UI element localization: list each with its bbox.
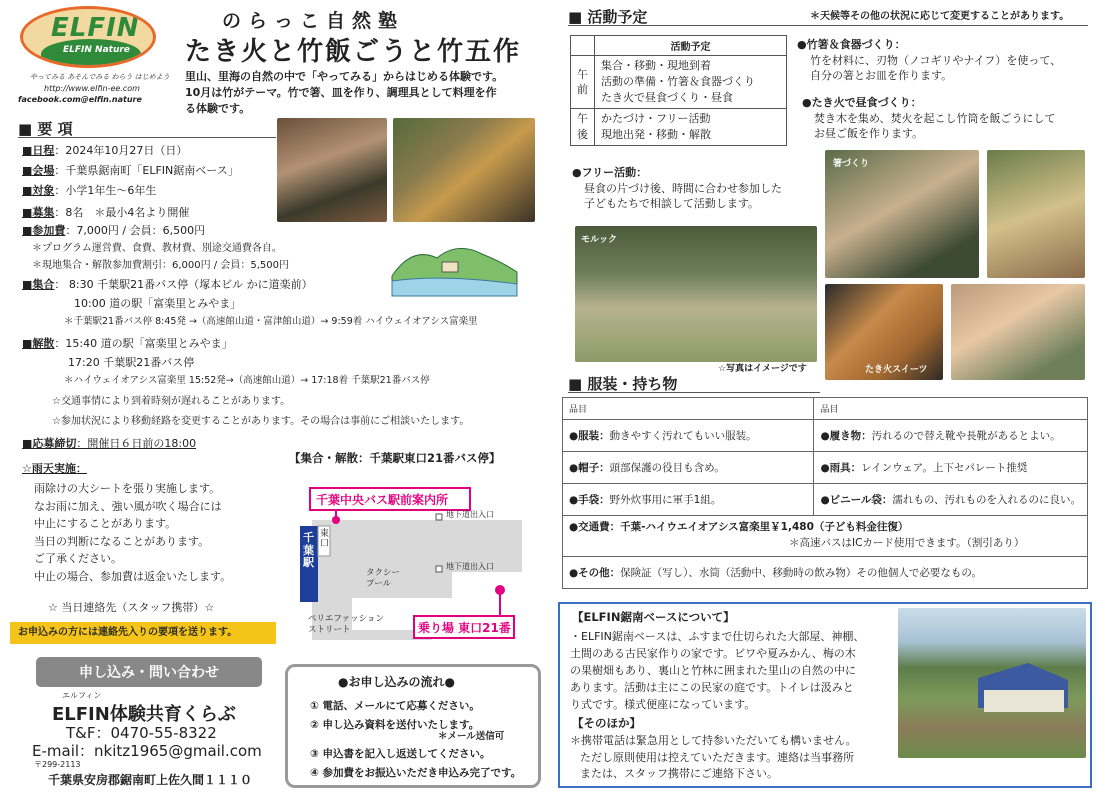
zip: 〒299-2113	[34, 760, 81, 769]
photo-note: ☆写真はイメージです	[718, 364, 807, 374]
item-transport: ●交通費：千葉-ハイウエイオアシス富楽里￥1,480（子ども料金往復） ＊高速バスはICカード使用できます。（割引あり）	[563, 516, 1088, 557]
traffic-note: ☆交通事情により到着時刻が遅れることがあります。	[52, 396, 291, 407]
item-other: ●その他：保険証（写し）、水筒（活動中、移動時の飲み物）その他個人で必要なもの。	[563, 556, 1088, 588]
logo-sub: ELFIN Nature	[63, 45, 130, 55]
date-row: ■日程：2024年10月27日（日）	[22, 144, 188, 157]
base-other-title: 【そのほか】	[572, 716, 641, 730]
schedule-heading: ■ 活動予定	[568, 8, 648, 26]
route-note: ☆参加状況により移動経路を変更することがあります。その場合は事前にご相談いたします。	[52, 416, 470, 427]
base-title: 【ELFIN鋸南ベースについて】	[572, 610, 735, 624]
flow-title: ●お申し込みの流れ●	[338, 675, 455, 689]
photo-chopsticks: 箸づくり	[825, 150, 979, 278]
base-box	[558, 602, 1092, 788]
dismiss-row: ■解散：15:40 道の駅「富楽里とみやま」	[22, 337, 233, 350]
logo	[20, 6, 156, 68]
map-east-exit: 東口	[320, 529, 330, 549]
free-text: 昼食の片づけ後、時間に合わせ参加した 子どもたちで相談して活動します。	[584, 182, 782, 210]
act1-text: 竹を材料に、刃物（ノコギリやナイフ）を使って、 自分の箸とお皿を作ります。	[810, 54, 1062, 82]
photo-kids-eating	[951, 284, 1085, 380]
dismiss-row-2: 17:20 千葉駅21番バス停	[68, 356, 195, 369]
venue-row: ■会場：千葉県鋸南町「ELFIN鋸南ベース」	[22, 164, 239, 177]
meet-row-2: 10:00 道の駅「富楽里とみやま」	[74, 297, 242, 310]
item-rain: ●雨具：レインウェア。上下セパレート推奨	[814, 452, 1088, 484]
item-hat: ●帽子：頭部保護の役目も含め。	[563, 452, 814, 484]
free-title: ●フリー活動：	[572, 166, 648, 179]
schedule-notice: ＊天候等その他の状況に応じて変更することがあります。	[810, 11, 1070, 22]
yoko-heading: ■ 要 項	[18, 120, 73, 138]
clothes-heading: ■ 服装・持ち物	[568, 375, 678, 393]
logo-facebook[interactable]: facebook.com@elfin.nature	[18, 95, 142, 104]
email[interactable]: E-mail：nkitz1965@gmail.com	[32, 742, 262, 760]
target-row: ■対象：小学1年生～6年生	[22, 184, 157, 197]
item-clothes: ●服装：動きやすく汚れてもいい服装。	[563, 420, 814, 452]
base-text: ・ELFIN鋸南ベースは、ふすまで仕切られた大部屋、神棚、 土間のある古民家作りの家です。ビワや夏みかん、梅の木 の果樹畑もあり、裏山と竹林に囲まれた里山の自然の中に あります。活動は主にこの民家の庭です。トイレは汲みと り式です。様式便座になっています。	[570, 630, 865, 712]
yellow-note: お申込みの方には連絡先入りの要項を送ります。	[10, 622, 276, 644]
schedule-rule	[568, 25, 1088, 26]
page-title: たき火と竹飯ごうと竹五作	[185, 37, 522, 67]
sub-title: のらっこ自然塾	[222, 10, 405, 32]
tel[interactable]: T&F：0470-55-8322	[66, 724, 217, 742]
clothes-rule	[568, 392, 820, 393]
map-taxi: タクシープール	[366, 568, 401, 590]
photo-bamboo-rice	[393, 118, 535, 222]
meet-row: ■集合： 8:30 千葉駅21番バス停（塚本ビル かに道楽前）	[22, 278, 313, 291]
fee-note-1: ＊プログラム運営費、食費、教材費、別途交通費各自。	[32, 243, 282, 254]
map-exit-1: 地下道出入口	[446, 510, 494, 519]
flow-box: ●お申し込みの流れ● ① 電話、メールにて応募ください。 ② 申し込み資料を送付いたします。 ＊メール送信可 ③ 申込書を記入し返送してください。 ④ 参加費をお振込いただき申込み完了です。	[285, 664, 541, 788]
access-map	[292, 480, 532, 652]
item-shoes: ●履き物：汚れるので替え靴や長靴があるとよい。	[814, 420, 1088, 452]
landscape-illustration	[382, 236, 522, 304]
yoko-heading-rule	[18, 137, 276, 138]
schedule-table: 活動予定 午前 集合・移動・現地到着 活動の準備・竹箸＆食器づくり たき火で昼食づくり・昼食 午後 かたづけ・フリー活動 現地出発・移動・解散	[570, 35, 787, 146]
item-plastic-bag: ●ビニール袋：濡れもの、汚れものを入れるのに良い。	[814, 484, 1088, 516]
org-name: ELFIN体験共育くらぶ	[52, 704, 236, 725]
logo-name: ELFIN	[51, 13, 140, 43]
org-ruby: エルフィン	[62, 691, 102, 700]
act2-text: 焚き木を集め、焚火を起こし竹筒を飯ごうにして お昼ご飯を作ります。	[814, 112, 1056, 140]
rain-text: 雨除けの大シートを張り実施します。 なお雨に加え、強い風が吹く場合には 中止にすることがあります。 当日の判断になることがあります。 ご了承ください。 中止の場合、参加費は返金いたします。	[34, 482, 232, 583]
address: 千葉県安房郡鋸南町上佐久間１１１０	[48, 773, 253, 787]
logo-url[interactable]: http://www.elfin-ee.com	[44, 84, 140, 93]
act2-title: ●たき火で昼食づくり：	[802, 96, 922, 109]
photo-base-house	[898, 608, 1086, 758]
base-other-text: ＊携帯電話は緊急用として持参いただいても構いません。 ただし原則使用は控えていただきます。連絡は当事務所 または、スタッフ携帯にご連絡下さい。	[570, 734, 857, 780]
quota-row: ■募集：8名 ＊最小4名より開催	[22, 206, 190, 219]
rain-label: ☆雨天実施：	[22, 462, 87, 475]
dismiss-note: ＊ハイウェイオアシス富楽里 15:52発→（高速館山道）→ 17:18着 千葉駅21番バス停	[64, 375, 430, 386]
contact-day: ☆ 当日連絡先（スタッフ携帯）☆	[48, 601, 215, 614]
meet-note: ＊千葉駅21番バス停 8:45発 →（高速館山道・富津館山道）→ 9:59着 ハイウェイオアシス富楽里	[64, 316, 478, 327]
contact-box: 申し込み・問い合わせ	[36, 657, 262, 687]
fee-note-2: ＊現地集合・解散参加費割引：6,000円 / 会員：5,500円	[32, 260, 289, 271]
map-bus-stop: 乗り場 東口21番	[418, 621, 511, 635]
map-exit-2: 地下道出入口	[446, 562, 494, 571]
fee-row: ■参加費：7,000円 / 会員：6,500円	[22, 224, 206, 237]
photo-campfire-sweets: たき火スイーツ	[825, 284, 943, 380]
map-station-label: 千葉駅	[303, 531, 314, 570]
intro-text: 里山、里海の自然の中で「やってみる」からはじめる体験です。 10月は竹がテーマ。竹で箸、皿を作り、調理具として料理を作 る体験です。	[185, 70, 504, 115]
photo-bamboo-carving	[987, 150, 1085, 278]
map-perie: ペリエファッションストリート	[308, 614, 384, 636]
clothes-table: 品目 品目 ●服装：動きやすく汚れてもいい服装。 ●履き物：汚れるので替え靴や長靴があるとよい。 ●帽子：頭部保護の役目も含め。 ●雨具：レインウェア。上下セパレート推奨 ●手袋：野外炊事用に軍手1組。 ●ビニール袋：濡れもの、汚れものを入れるのに良い。 ●交通費：千葉-ハイウエイオアシス富楽里￥1,480（子ども料金往復） ＊高速バスはICカード使用できます。（割引あり） ●その他：保険証（写し）、水筒（活動中、移動時の飲み物）その他個人で必要なもの。	[562, 397, 1088, 589]
photo-kids-cooking	[277, 118, 387, 222]
photo-molkky: モルック	[575, 226, 817, 362]
map-info-label: 千葉中央バス駅前案内所	[316, 493, 449, 507]
logo-tagline: やってみる あそんでみる わらう はじめよう	[30, 73, 170, 81]
item-gloves: ●手袋：野外炊事用に軍手1組。	[563, 484, 814, 516]
deadline-row: ■応募締切：開催日６日前の18:00	[22, 437, 197, 450]
map-title: 【集合・解散：千葉駅東口21番バス停】	[289, 451, 501, 465]
act1-title: ●竹箸＆食器づくり：	[797, 38, 906, 51]
